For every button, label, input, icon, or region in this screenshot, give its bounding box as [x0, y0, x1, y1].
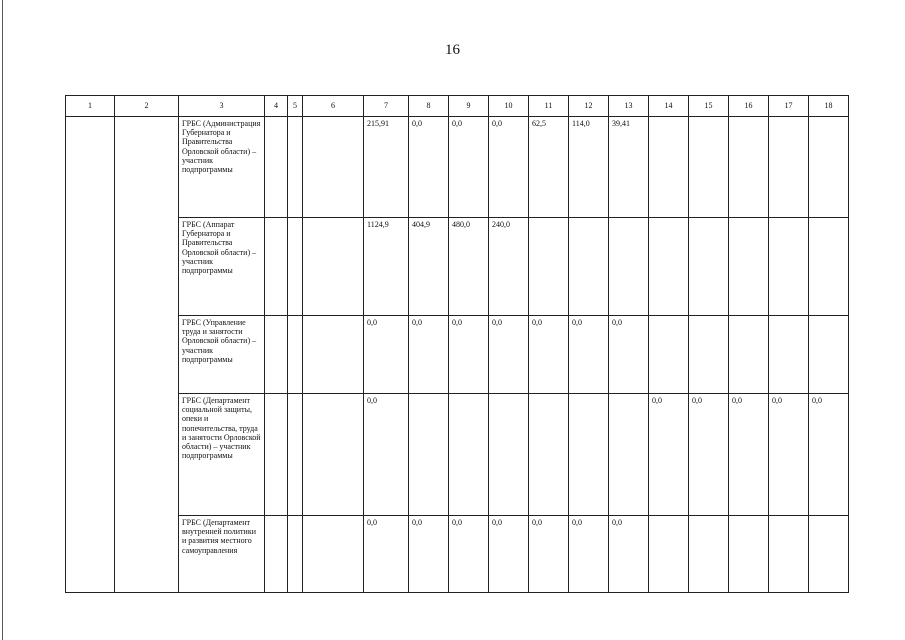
value-cell [649, 117, 689, 218]
value-cell: 0,0 [449, 516, 489, 593]
value-cell [689, 316, 729, 394]
column-header: 12 [569, 96, 609, 117]
value-cell: 62,5 [529, 117, 569, 218]
table-row [66, 394, 849, 516]
row-label: ГРБС (Управление труда и занятости Орловской области) – участник подпрограммы [179, 316, 265, 394]
column-header: 8 [409, 96, 449, 117]
cell-col5 [288, 218, 303, 316]
value-cell [729, 117, 769, 218]
row-label: ГРБС (Аппарат Губернатора и Правительства Орловской области) – участник подпрограммы [179, 218, 265, 316]
column-header: 16 [729, 96, 769, 117]
value-cell [569, 394, 609, 516]
value-cell [489, 394, 529, 516]
value-cell [689, 516, 729, 593]
table-header-row [66, 96, 849, 117]
column-header: 17 [769, 96, 809, 117]
table-row [66, 117, 849, 218]
column-header: 14 [649, 96, 689, 117]
table-row [66, 218, 849, 316]
value-cell: 0,0 [609, 516, 649, 593]
column-header: 1 [66, 96, 115, 117]
value-cell [409, 394, 449, 516]
cell-col4 [265, 117, 288, 218]
value-cell [689, 218, 729, 316]
value-cell: 215,91 [364, 117, 409, 218]
value-cell [769, 516, 809, 593]
value-cell: 1124,9 [364, 218, 409, 316]
value-cell: 0,0 [809, 394, 849, 516]
value-cell [569, 218, 609, 316]
value-cell: 0,0 [364, 394, 409, 516]
value-cell [649, 316, 689, 394]
cell-col6 [303, 218, 364, 316]
value-cell: 0,0 [449, 117, 489, 218]
column-header: 11 [529, 96, 569, 117]
column-header: 9 [449, 96, 489, 117]
value-cell [809, 516, 849, 593]
value-cell: 0,0 [489, 117, 529, 218]
value-cell: 0,0 [769, 394, 809, 516]
value-cell [809, 316, 849, 394]
value-cell [809, 218, 849, 316]
page-number: 16 [445, 42, 460, 58]
value-cell: 0,0 [569, 316, 609, 394]
column-header: 10 [489, 96, 529, 117]
value-cell: 0,0 [409, 316, 449, 394]
row-label: ГРБС (Департамент внутренней политики и развития местного самоуправления [179, 516, 265, 593]
value-cell: 0,0 [649, 394, 689, 516]
value-cell [609, 394, 649, 516]
value-cell [529, 394, 569, 516]
column-header: 15 [689, 96, 729, 117]
value-cell: 0,0 [569, 516, 609, 593]
cell-col5 [288, 117, 303, 218]
value-cell: 0,0 [364, 316, 409, 394]
value-cell [729, 316, 769, 394]
value-cell: 0,0 [409, 516, 449, 593]
value-cell: 0,0 [689, 394, 729, 516]
value-cell: 404,9 [409, 218, 449, 316]
value-cell [769, 218, 809, 316]
value-cell [809, 117, 849, 218]
value-cell [649, 516, 689, 593]
value-cell: 0,0 [489, 316, 529, 394]
cell-col4 [265, 516, 288, 593]
cell-col6 [303, 117, 364, 218]
value-cell [689, 117, 729, 218]
column-header: 4 [265, 96, 288, 117]
value-cell: 480,0 [449, 218, 489, 316]
cell-col5 [288, 394, 303, 516]
value-cell [729, 218, 769, 316]
value-cell [769, 316, 809, 394]
value-cell [649, 218, 689, 316]
column-header: 18 [809, 96, 849, 117]
value-cell [609, 218, 649, 316]
merged-cell-col2 [115, 117, 179, 593]
value-cell [769, 117, 809, 218]
value-cell: 114,0 [569, 117, 609, 218]
cell-col4 [265, 218, 288, 316]
table-row [66, 316, 849, 394]
cell-col5 [288, 516, 303, 593]
column-header: 6 [303, 96, 364, 117]
table-row [66, 516, 849, 593]
budget-table [65, 95, 849, 593]
cell-col6 [303, 516, 364, 593]
cell-col4 [265, 394, 288, 516]
row-label: ГРБС (Администрация Губернатора и Правительства Орловской области) – участник подпрограммы [179, 117, 265, 218]
value-cell [529, 218, 569, 316]
value-cell [729, 516, 769, 593]
value-cell: 0,0 [529, 316, 569, 394]
value-cell: 0,0 [409, 117, 449, 218]
value-cell: 0,0 [529, 516, 569, 593]
column-header: 3 [179, 96, 265, 117]
column-header: 13 [609, 96, 649, 117]
row-label: ГРБС (Департамент социальной защиты, опеки и попечительства, труда и занятости Орловской области) – участник подпрограммы [179, 394, 265, 516]
value-cell: 0,0 [489, 516, 529, 593]
value-cell: 39,41 [609, 117, 649, 218]
cell-col6 [303, 394, 364, 516]
cell-col6 [303, 316, 364, 394]
value-cell [449, 394, 489, 516]
column-header: 7 [364, 96, 409, 117]
column-header: 5 [288, 96, 303, 117]
cell-col4 [265, 316, 288, 394]
value-cell: 0,0 [609, 316, 649, 394]
value-cell: 240,0 [489, 218, 529, 316]
column-header: 2 [115, 96, 179, 117]
value-cell: 0,0 [364, 516, 409, 593]
cell-col5 [288, 316, 303, 394]
merged-cell-col1 [66, 117, 115, 593]
value-cell: 0,0 [449, 316, 489, 394]
value-cell: 0,0 [729, 394, 769, 516]
page-left-edge [2, 0, 3, 640]
